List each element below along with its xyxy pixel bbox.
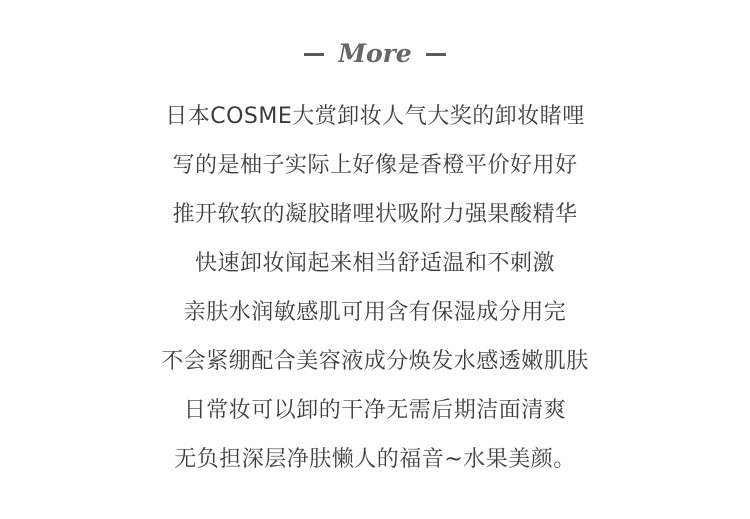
description-line: 推开软软的凝胶睹哩状吸附力强果酸精华 xyxy=(172,202,578,227)
section-header xyxy=(0,38,750,70)
description-paragraph xyxy=(0,92,750,484)
right-dash-divider xyxy=(426,53,446,56)
description-line: 亲肤水润敏感肌可用含有保湿成分用完 xyxy=(183,300,567,325)
description-line: 无负担深层净肤懒人的福音~水果美颜。 xyxy=(174,447,576,472)
more-title: More xyxy=(338,39,412,68)
description-line: 快速卸妆闻起来相当舒适温和不刺激 xyxy=(194,251,555,276)
description-line: 不会紧绷配合美容液成分焕发水感透嫩肌肤 xyxy=(161,349,589,374)
left-dash-divider xyxy=(304,53,324,56)
description-line: 写的是柚子实际上好像是香橙平价好用好 xyxy=(172,153,578,178)
description-line: 日本COSME大赏卸妆人气大奖的卸妆睹哩 xyxy=(165,104,585,129)
description-line: 日常妆可以卸的干净无需后期洁面清爽 xyxy=(183,398,567,423)
